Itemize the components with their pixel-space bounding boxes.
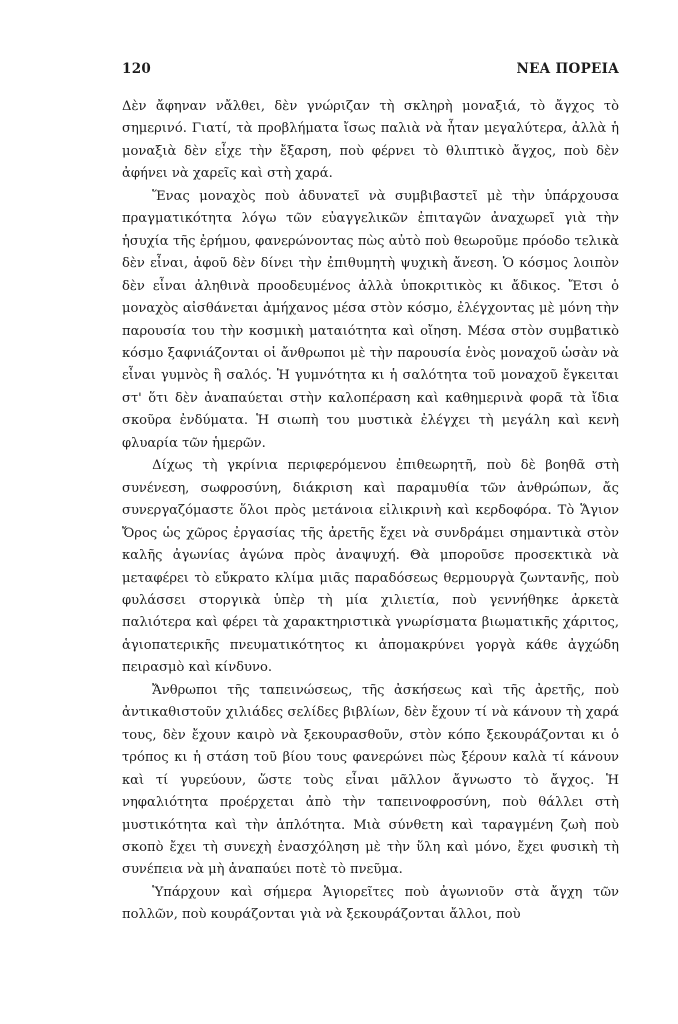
page-number: 120 <box>122 61 152 77</box>
paragraph: Ἕνας μοναχὸς ποὺ ἀδυνατεῖ νὰ συμβιβαστεῖ μὲ τὴν ὑπάρχουσα πραγματικότητα λόγω τῶν εὐαγγελικῶν ἐπιταγῶν ἀναχωρεῖ γιὰ τὴν ἡσυχία τῆς ἐρήμου, φανερώνοντας πὼς αὐτὸ ποὺ θεωροῦμε πρόοδο τελικὰ δὲν εἶναι, ἀφοῦ δὲν δίνει τὴν ἐπιθυμητὴ ψυχικὴ ἄνεση. Ὁ κόσμος λοιπὸν δὲν εἶναι ἀληθινὰ προοδευμένος ἀλλὰ ὑποκριτικὸς κι ἄδικος. Ἔτσι ὁ μοναχὸς αἰσθάνεται ἀμήχανος μέσα στὸν κόσμο, ἐλέγχοντας μὲ μόνη τὴν παρουσία του τὴν κοσμικὴ ματαιότητα καὶ οἴηση. Μέσα στὸν συμβατικὸ κόσμο ξαφνιάζονται οἱ ἄνθρωποι μὲ τὴν παρουσία ἑνὸς μοναχοῦ ὡσὰν νὰ εἶναι γυμνὸς ἢ σαλός. Ἡ γυμνότητα κι ἡ σαλότητα τοῦ μοναχοῦ ἔγκειται στ' ὅτι δὲν ἀναπαύεται στὴν καλοπέραση καὶ καθημερινὰ φορᾶ τὰ ἴδια σκοῦρα ἐνδύματα. Ἡ σιωπὴ του μυστικὰ ἐλέγχει τὴ μεγάλη καὶ κενὴ φλυαρία τῶν ἡμερῶν. <box>122 188 619 451</box>
paragraph: Ἄνθρωποι τῆς ταπεινώσεως, τῆς ἀσκήσεως καὶ τῆς ἀρετῆς, ποὺ ἀντικαθιστοῦν χιλιάδες σελίδες βιβλίων, δὲν ἔχουν τί νὰ κάνουν τὴ χαρά τους, δὲν ἔχουν καιρὸ νὰ ξεκουρασθοῦν, στὸν κόπο ξεκουράζονται κι ὁ τρόπος κι ἡ στάση τοῦ βίου τους φανερώνει πὼς ξέρουν καλὰ τί κάνουν καὶ τί γυρεύουν, ὥστε τοὺς εἶναι μᾶλλον ἄγνωστο τὸ ἄγχος. Ἡ νηφαλιότητα προέρχεται ἀπὸ τὴν ταπεινοφροσύνη, ποὺ θάλλει στὴ μυστικότητα καὶ τὴν ἁπλότητα. Μιὰ σύνθετη καὶ ταραγμένη ζωὴ ποὺ σκοπὸ ἔχει τὴ συνεχὴ ἐνασχόληση μὲ τὴν ὕλη καὶ μόνο, ἔχει φυσικὴ τὴ συνέπεια νὰ μὴ ἀναπαύει ποτὲ τὸ πνεῦμα. <box>122 682 619 878</box>
running-title: ΝΕΑ ΠΟΡΕΙΑ <box>516 61 619 77</box>
paragraph: Δίχως τὴ γκρίνια περιφερόμενου ἐπιθεωρητῆ, ποὺ δὲ βοηθᾶ στὴ συνένεση, σωφροσύνη, διάκριση καὶ παραμυθία τῶν ἀνθρώπων, ἄς συνεργαζόμαστε ὅλοι πρὸς μετάνοια εἰλικρινὴ καὶ κερδοφόρα. Τὸ Ἅγιον Ὄρος ὡς χῶρος ἐργασίας τῆς ἀρετῆς ἔχει νὰ συνδράμει σημαντικὰ στὸν καλῆς ἀγωνίας ἀγώνα πρὸς ἀναψυχή. Θὰ μποροῦσε προσεκτικὰ νὰ μεταφέρει τὸ εὔκρατο κλίμα μιᾶς παραδόσεως θερμουργὰ ζωντανῆς, ποὺ φυλάσσει στοργικὰ ὑπὲρ τὴ μία χιλιετία, ποὺ γεννήθηκε ἀρκετὰ παλιότερα καὶ φέρει τὰ χαρακτηριστικὰ γνωρίσματα βιωματικῆς χάριτος, ἁγιοπατερικῆς πνευματικότητος κι ἀπομακρύνει γοργὰ κάθε ἀγχώδη πειρασμὸ καὶ κίνδυνο. <box>122 458 619 676</box>
paragraph: Ὑπάρχουν καὶ σήμερα Ἁγιορεῖτες ποὺ ἀγωνιοῦν στὰ ἄγχη τῶν πολλῶν, ποὺ κουράζονται γιὰ νὰ ξεκουράζονται ἄλλοι, ποὺ <box>122 884 619 923</box>
page-header <box>122 61 619 83</box>
body-text <box>122 96 619 927</box>
paragraph: Δὲν ἄφηναν νἄλθει, δὲν γνώριζαν τὴ σκληρὴ μοναξιά, τὸ ἄγχος τὸ σημερινό. Γιατί, τὰ προβλήματα ἴσως παλιὰ νὰ ἦταν μεγαλύτερα, ἀλλὰ ἡ μοναξιὰ δὲν εἶχε τὴν ἔξαρση, ποὺ φέρνει τὸ θλιπτικὸ ἄγχος, ποὺ δὲν ἀφήνει νὰ χαρεῖς καὶ στὴ χαρά. <box>122 99 619 182</box>
